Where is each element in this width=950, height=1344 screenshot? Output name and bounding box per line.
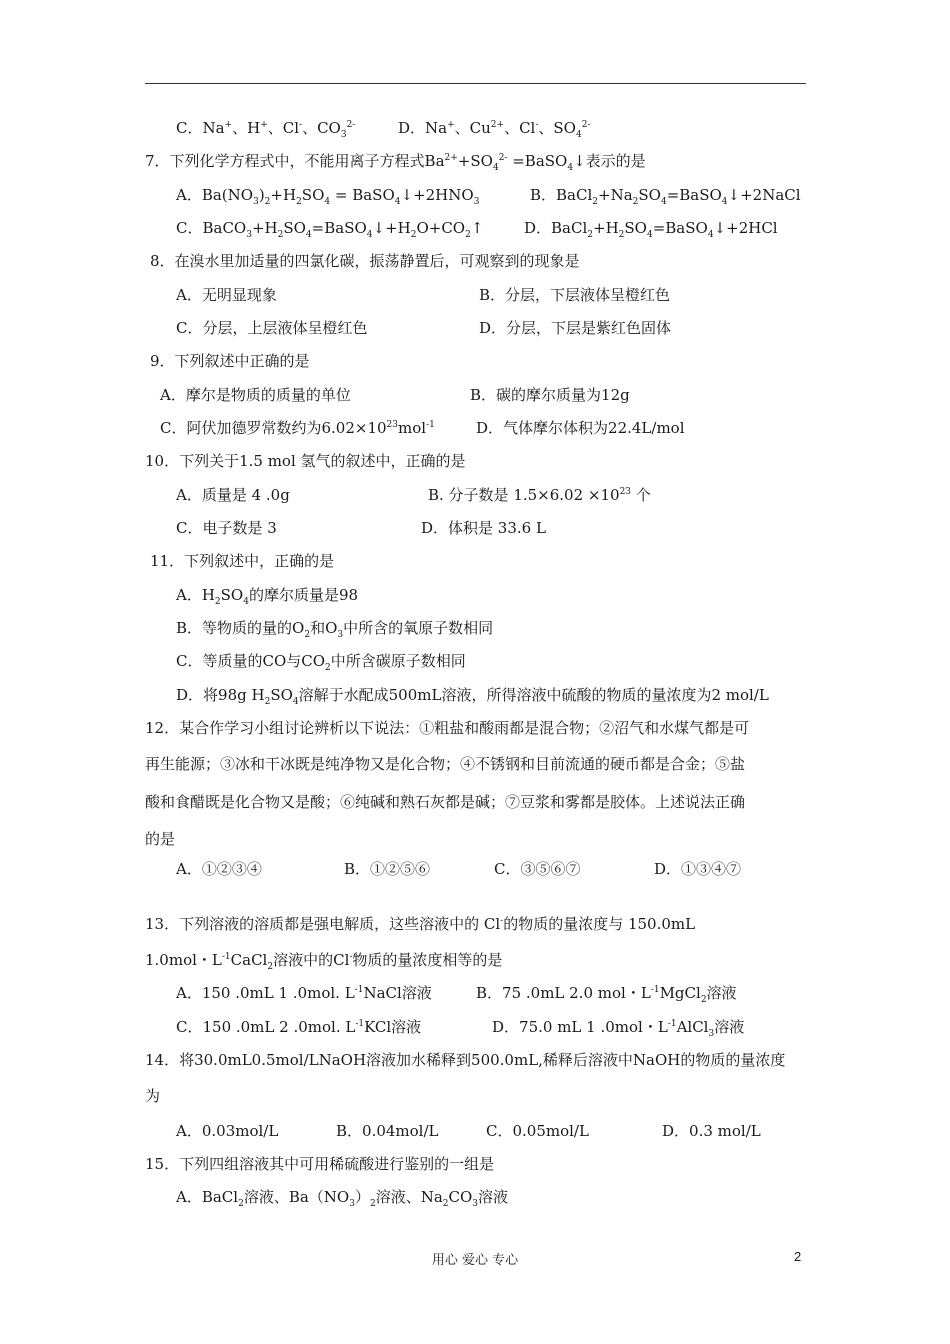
text-run: ↓+2HCl [713,219,778,237]
text-run: ） [354,1188,370,1206]
text-run: 溶解于水配成500mL溶液，所得溶液中硫酸的物质的量浓度为2 mol/L [298,686,769,704]
header-rule [145,83,806,84]
page-number: 2 [794,1249,802,1264]
text-run: ↓表示的是 [573,152,646,170]
text-run: 11．下列叙述中，正确的是 [150,552,335,570]
text-run: 14．将30.0mL0.5mol/LNaOH溶液加水稀释到500.0mL,稀释后溶液中NaOH的物质的量浓度 [145,1051,786,1069]
text-run: A．H [176,586,215,604]
text-run: 2 [465,230,471,240]
text-run: SO [220,586,244,604]
text-run: =BaSO [507,152,568,170]
text-run: - [535,120,539,130]
text-run: 溶液、Na [375,1188,443,1206]
text-run: 物质的量浓度相等的是 [352,951,503,969]
footer-text: 用心 爱心 专心 [431,1253,519,1268]
text-line [662,1122,761,1140]
text-run: 2 [632,197,639,207]
text-run: D．分层，下层是紫红色固体 [479,319,672,337]
text-line [479,286,670,304]
text-run: 溶液中的Cl [273,951,350,969]
text-run: SO [638,186,661,204]
text-run: 2 [592,197,598,207]
text-run: 7．下列化学方程式中，不能用离子方程式Ba [145,152,445,170]
text-run: 12．某合作学习小组讨论辨析以下说法：①粗盐和酸雨都是混合物；②沼气和水煤气都是可 [145,719,750,737]
text-run: 3 [349,1199,355,1209]
text-run: 、Cu [454,119,491,137]
text-run: B．75 .0mL 2.0 mol・L [476,984,651,1002]
text-run: SO [270,686,293,704]
text-run: -1 [426,420,435,430]
text-run: 3 [708,1029,715,1039]
text-run: B．分层，下层液体呈橙红色 [479,286,671,304]
text-run: +SO [457,152,493,170]
text-line [176,219,484,240]
text-run: C．电子数是 3 [176,519,277,537]
text-run: =BaSO [311,219,367,237]
text-run: B．BaCl [530,186,593,204]
text-run: D．Na [398,119,448,137]
text-run: + [260,120,268,130]
text-run: B．0.04mol/L [336,1122,439,1140]
text-line [176,119,356,140]
text-run: 、Cl [267,119,300,137]
text-run: D．0.3 mol/L [662,1122,761,1140]
text-run: -1 [221,952,231,962]
text-run: -1 [355,1019,365,1029]
text-line [150,352,310,370]
text-run: 、CO [302,119,341,137]
text-run: 4 [305,230,312,240]
text-run: 中所含的氧原子数相同 [343,619,494,637]
text-run: D．①③④⑦ [654,860,742,878]
text-run: +Na [598,186,633,204]
text-run: = BaSO [330,186,395,204]
text-run: A．质量是 4 .0g [176,486,290,504]
text-run: - [349,952,353,962]
text-line [145,755,745,773]
text-line [160,419,435,437]
text-line [145,951,503,972]
text-run: 4 [575,130,582,140]
text-run: 9．下列叙述中正确的是 [150,352,310,370]
text-run: C．BaCO [176,219,247,237]
text-line [145,719,749,737]
text-run: +H [593,219,619,237]
text-line [176,519,277,537]
text-run: 23 [619,487,632,497]
text-run: mol [398,419,427,437]
text-run: 溶液、Ba（NO [243,1188,350,1206]
text-run: 为 [145,1087,161,1105]
text-run: 2+ [490,120,505,130]
text-line [176,586,359,607]
text-line [176,686,769,707]
text-run: 4 [243,597,249,607]
text-run: =BaSO [666,186,722,204]
text-run: 溶液 [478,1188,509,1206]
text-run: 3 [473,197,480,207]
text-run: 个 [631,486,651,504]
text-run: -1 [354,985,364,995]
text-line [421,519,546,537]
text-line [145,793,745,811]
text-run: =BaSO [652,219,708,237]
text-line [176,286,277,304]
text-line [176,1018,421,1036]
text-run: 2- [346,120,356,130]
text-run: A．无明显现象 [176,286,277,304]
text-run: 2 [325,663,331,673]
text-run: 3 [340,130,347,140]
text-run: 的是 [145,830,176,848]
text-run: - [299,120,303,130]
text-line [492,1018,745,1039]
text-run: 2 [214,597,221,607]
text-run: 的物质的量浓度与 150.0mL [503,915,696,933]
text-run: A．150 .0mL 1 .0mol. L [176,984,355,1002]
text-run: 4 [394,197,401,207]
text-line [160,386,351,404]
text-run: C．等质量的CO与CO [176,652,326,670]
text-run: 2 [410,230,417,240]
text-run: 15．下列四组溶液其中可用稀硫酸进行鉴别的一组是 [145,1155,495,1173]
text-line [470,386,630,404]
text-run: 4 [324,197,331,207]
text-run: SO [301,186,325,204]
text-line [176,984,432,1002]
text-run: 、Cl [504,119,536,137]
text-run: 溶液 [714,1018,745,1036]
text-run: ↓+2NaCl [727,186,801,204]
text-run: C．分层，上层液体呈橙红色 [176,319,368,337]
text-run: 4 [492,163,499,173]
text-run: 2 [442,1199,449,1209]
text-run: 2 [296,197,302,207]
text-run: 中所含碳原子数相同 [330,652,466,670]
text-run: + [447,120,455,130]
text-line [145,452,466,470]
text-line [145,830,175,848]
text-run: 2 [587,230,594,240]
text-run: 2 [700,995,707,1005]
text-run: NaCl溶液 [363,984,432,1002]
text-run: B. 分子数是 1.5×6.02 ×10 [428,486,620,504]
text-line [428,486,651,504]
text-run: +H [270,186,297,204]
text-run: A．BaCl [176,1188,239,1206]
text-run: ↓+H [372,219,411,237]
text-run: 23 [386,420,398,430]
text-run: 4 [292,697,299,707]
text-line [176,619,494,640]
text-run: 2 [264,197,271,207]
text-line [145,152,646,173]
text-run: 、H [232,119,261,137]
text-run: C．Na [176,119,225,137]
text-run: CaCl [230,951,268,969]
text-run: MgCl [659,984,701,1002]
text-run: D．75.0 mL 1 .0mol・L [492,1018,668,1036]
text-run: D．气体摩尔体积为22.4L/mol [476,419,685,437]
text-run: 8．在溴水里加适量的四氯化碳，振荡静置后，可观察到的现象是 [150,252,580,270]
text-run: 4 [567,163,574,173]
text-line [145,1155,494,1173]
text-run: +H [251,219,278,237]
text-line [145,1051,785,1069]
text-line [176,486,290,504]
text-line [176,319,367,337]
text-line [145,1087,160,1105]
text-run: O+CO [416,219,466,237]
text-run: B．碳的摩尔质量为12g [470,386,630,404]
text-line [176,1188,509,1209]
text-line [486,1122,589,1140]
text-run: SO [283,219,306,237]
text-run: 2- [581,120,591,130]
text-run: 4 [660,197,667,207]
text-run: 3 [246,230,252,240]
text-run: ↓+2HNO [400,186,474,204]
text-run: A．摩尔是物质的质量的单位 [160,386,351,404]
text-run: 4 [721,197,728,207]
text-run: ↑ [470,219,484,237]
text-run: 2 [277,230,284,240]
text-run: + [224,120,233,130]
text-run: 2 [304,630,311,640]
text-run: - [500,916,504,926]
text-run: A．Ba(NO [176,186,254,204]
text-line [479,319,671,337]
text-line [524,219,778,240]
text-run: D．BaCl [524,219,588,237]
text-run: 再生能源；③冰和干冰既是纯净物又是化合物；④不锈钢和目前流通的硬币都是合金；⑤盐 [145,755,746,773]
text-run: SO [624,219,647,237]
text-line [398,119,591,140]
text-run: 1.0mol・L [145,951,222,969]
text-run: KCl溶液 [364,1018,422,1036]
text-line [176,1122,278,1140]
text-run: C．0.05mol/L [486,1122,589,1140]
text-run: 的摩尔质量是98 [248,586,359,604]
text-run: 3 [337,630,344,640]
text-run: 4 [366,230,373,240]
text-line [494,860,580,878]
text-run: C．150 .0mL 2 .0mol. L [176,1018,356,1036]
text-run: 和O [310,619,338,637]
text-run: 2+ [444,153,458,163]
text-line [344,860,430,878]
text-run: 2 [369,1199,376,1209]
text-run: 3 [472,1199,479,1209]
text-line [654,860,741,878]
text-run: B．等物质的量的O [176,619,305,637]
text-run: 酸和食醋既是化合物又是酸；⑥纯碱和熟石灰都是碱；⑦豆浆和雾都是胶体。上述说法正确 [145,793,746,811]
text-run: 2 [267,962,274,972]
text-line [530,186,801,207]
text-line [476,419,685,437]
text-line [476,984,737,1005]
text-run: 4 [646,230,653,240]
text-run: 2 [618,230,625,240]
text-line [176,186,480,207]
text-run: C．阿伏加德罗常数约为6.02×10 [160,419,387,437]
text-line [176,652,466,673]
text-run: 13．下列溶液的溶质都是强电解质，这些溶液中的 Cl [145,915,501,933]
text-run: ) [258,186,265,204]
text-line [176,860,262,878]
text-line [336,1122,439,1140]
text-run: C．③⑤⑥⑦ [494,860,581,878]
text-run: 3 [253,197,259,207]
text-run: 4 [707,230,714,240]
text-run: A．①②③④ [176,860,262,878]
text-run: B．①②⑤⑥ [344,860,431,878]
text-run: D．体积是 33.6 L [421,519,546,537]
text-run: 2 [238,1199,244,1209]
text-run: -1 [650,985,660,995]
text-run: D．将98g H [176,686,265,704]
text-run: 2 [264,697,271,707]
text-run: 10．下列关于1.5 mol 氢气的叙述中，正确的是 [145,452,466,470]
text-line [145,915,695,933]
text-run: 2- [498,153,508,163]
text-run: 溶液 [706,984,737,1002]
text-run: 、SO [538,119,576,137]
text-line [150,252,580,270]
text-run: -1 [667,1019,677,1029]
text-line [150,552,334,570]
text-run: AlCl [676,1018,709,1036]
text-run: A．0.03mol/L [176,1122,279,1140]
text-run: CO [448,1188,473,1206]
